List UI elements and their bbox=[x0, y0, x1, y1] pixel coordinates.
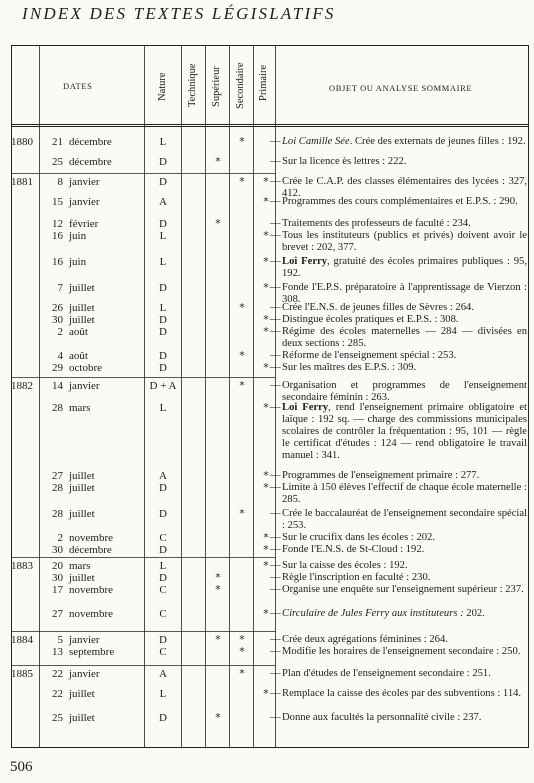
row-description bbox=[270, 196, 527, 208]
row-day: 2 bbox=[57, 326, 63, 338]
level-marker: * bbox=[263, 543, 269, 556]
row-description bbox=[270, 544, 527, 556]
row-day: 5 bbox=[57, 634, 63, 646]
row-day: 28 bbox=[52, 482, 63, 494]
row-month: janvier bbox=[69, 196, 100, 208]
level-marker: * bbox=[263, 195, 269, 208]
description-text: Programmes de l'enseignement primaire : 277. bbox=[282, 470, 480, 481]
level-marker: * bbox=[239, 301, 245, 314]
level-marker: * bbox=[263, 401, 269, 414]
level-marker: * bbox=[239, 349, 245, 362]
description-text: Organise une enquête sur l'enseignement supérieur : 237. bbox=[282, 584, 524, 595]
description-text: Traitements des professeurs de faculté : 234. bbox=[282, 218, 471, 229]
entry-dash: — bbox=[270, 482, 281, 493]
description-text: 202. bbox=[463, 608, 485, 619]
row-month: juillet bbox=[69, 572, 95, 584]
description-text: Remplace la caisse des écoles par des subventions : 114. bbox=[282, 688, 522, 699]
row-description bbox=[270, 532, 527, 544]
row-day: 16 bbox=[52, 256, 63, 268]
row-nature: C bbox=[159, 646, 167, 658]
row-description bbox=[270, 136, 527, 148]
row-month: octobre bbox=[69, 362, 102, 374]
level-marker: * bbox=[263, 531, 269, 544]
row-day: 27 bbox=[52, 608, 63, 620]
row-nature: C bbox=[159, 608, 167, 620]
row-month: janvier bbox=[69, 176, 100, 188]
description-text: Crée deux agrégations féminines : 264. bbox=[282, 634, 448, 645]
level-marker: * bbox=[215, 711, 221, 724]
entry-dash: — bbox=[270, 402, 281, 413]
row-month: mars bbox=[69, 560, 91, 572]
description-text: Loi Ferry bbox=[282, 402, 329, 413]
row-nature: D bbox=[159, 326, 167, 338]
description-text: Régime des écoles maternelles — 284 — divisées en deux sections : 285. bbox=[282, 326, 527, 349]
level-marker: * bbox=[215, 583, 221, 596]
row-nature: L bbox=[159, 688, 167, 700]
row-month: juillet bbox=[69, 282, 95, 294]
level-marker: * bbox=[239, 633, 245, 646]
row-month: décembre bbox=[69, 544, 112, 556]
entry-dash: — bbox=[270, 712, 281, 723]
level-marker: * bbox=[263, 481, 269, 494]
row-description bbox=[270, 156, 527, 168]
row-nature: D bbox=[159, 544, 167, 556]
row-description bbox=[270, 402, 527, 462]
description-text: Sur la caisse des écoles : 192. bbox=[282, 560, 408, 571]
level-marker: * bbox=[263, 281, 269, 294]
row-description bbox=[270, 314, 527, 326]
entry-dash: — bbox=[270, 230, 281, 241]
row-month: juillet bbox=[69, 508, 95, 520]
level-marker: * bbox=[263, 175, 269, 188]
row-month: juillet bbox=[69, 712, 95, 724]
row-month: juillet bbox=[69, 314, 95, 326]
description-text: Réforme de l'enseignement spécial : 253. bbox=[282, 350, 457, 361]
entry-dash: — bbox=[270, 646, 281, 657]
level-marker: * bbox=[263, 313, 269, 326]
row-day: 27 bbox=[52, 470, 63, 482]
row-description bbox=[270, 362, 527, 374]
row-day: 2 bbox=[57, 532, 63, 544]
row-day: 25 bbox=[52, 712, 63, 724]
description-text: Loi Ferry bbox=[282, 256, 328, 267]
row-nature: L bbox=[159, 402, 167, 414]
year-label: 1885 bbox=[11, 668, 33, 680]
row-description bbox=[270, 350, 527, 362]
row-month: janvier bbox=[69, 668, 100, 680]
row-nature: D bbox=[159, 572, 167, 584]
year-label: 1882 bbox=[11, 380, 33, 392]
level-marker: * bbox=[215, 633, 221, 646]
level-marker: * bbox=[239, 175, 245, 188]
row-nature: C bbox=[159, 584, 167, 596]
row-description bbox=[270, 230, 527, 254]
entry-dash: — bbox=[270, 572, 281, 583]
row-day: 21 bbox=[52, 136, 63, 148]
row-nature: C bbox=[159, 532, 167, 544]
row-nature: D bbox=[159, 176, 167, 188]
row-day: 30 bbox=[52, 544, 63, 556]
row-month: décembre bbox=[69, 136, 112, 148]
level-marker: * bbox=[263, 361, 269, 374]
row-nature: A bbox=[159, 470, 167, 482]
entry-dash: — bbox=[270, 380, 281, 391]
entry-dash: — bbox=[270, 688, 281, 699]
header-primaire: Primaire bbox=[258, 64, 269, 101]
row-description bbox=[270, 608, 527, 620]
level-marker: * bbox=[215, 571, 221, 584]
entry-dash: — bbox=[270, 256, 281, 267]
description-text: , gratuité des écoles primaires publiques : 95, 192. bbox=[282, 256, 527, 279]
description-text: Circulaire de Jules Ferry aux instituteurs : bbox=[282, 608, 464, 619]
row-nature: A bbox=[159, 196, 167, 208]
entry-dash: — bbox=[270, 532, 281, 543]
row-month: janvier bbox=[69, 380, 100, 392]
description-text: Sur la licence ès lettres : 222. bbox=[282, 156, 407, 167]
year-label: 1880 bbox=[11, 136, 33, 148]
row-description bbox=[270, 634, 527, 646]
row-description bbox=[270, 508, 527, 532]
entry-dash: — bbox=[270, 668, 281, 679]
entry-dash: — bbox=[270, 196, 281, 207]
row-description bbox=[270, 256, 527, 280]
row-nature: L bbox=[159, 136, 167, 148]
row-nature: D bbox=[159, 712, 167, 724]
row-month: septembre bbox=[69, 646, 115, 658]
row-day: 28 bbox=[52, 508, 63, 520]
row-description bbox=[270, 560, 527, 572]
entry-dash: — bbox=[270, 176, 281, 187]
entry-dash: — bbox=[270, 362, 281, 373]
row-month: décembre bbox=[69, 156, 112, 168]
row-nature: D bbox=[159, 314, 167, 326]
row-nature: A bbox=[159, 668, 167, 680]
row-description bbox=[270, 470, 527, 482]
entry-dash: — bbox=[270, 608, 281, 619]
row-nature: D bbox=[159, 634, 167, 646]
row-description bbox=[270, 712, 527, 724]
row-month: juillet bbox=[69, 482, 95, 494]
entry-dash: — bbox=[270, 508, 281, 519]
description-text: . Crée des externats de jeunes filles : 192. bbox=[349, 136, 526, 147]
row-nature: D bbox=[159, 156, 167, 168]
row-description bbox=[270, 482, 527, 506]
row-month: août bbox=[69, 350, 88, 362]
entry-dash: — bbox=[270, 314, 281, 325]
row-description bbox=[270, 584, 527, 596]
row-day: 25 bbox=[52, 156, 63, 168]
entry-dash: — bbox=[270, 560, 281, 571]
level-marker: * bbox=[263, 469, 269, 482]
row-day: 15 bbox=[52, 196, 63, 208]
description-text: Donne aux facultés la personnalité civile : 237. bbox=[282, 712, 482, 723]
description-text: Modifie les horaires de l'enseignement secondaire : 250. bbox=[282, 646, 521, 657]
level-marker: * bbox=[263, 607, 269, 620]
description-text: , rend l'enseignement primaire obligatoire et laïque : 192 sq. — charge des commissions municipales scolaires de contrôler la fréquentation : 95, 101 — règle le certificat d'études : 124 — rend obligatoire le travail manuel : 341. bbox=[282, 402, 527, 461]
entry-dash: — bbox=[270, 584, 281, 595]
row-day: 12 bbox=[52, 218, 63, 230]
row-month: juillet bbox=[69, 302, 95, 314]
row-description bbox=[270, 646, 527, 658]
row-nature: D bbox=[159, 282, 167, 294]
description-text: Loi Camille Sée bbox=[282, 136, 350, 147]
row-description bbox=[270, 380, 527, 404]
description-text: Limite à 150 élèves l'effectif de chaque école maternelle : 285. bbox=[282, 482, 527, 505]
header-superieur: Supérieur bbox=[211, 66, 222, 107]
header-technique: Technique bbox=[187, 63, 198, 107]
row-day: 20 bbox=[52, 560, 63, 572]
entry-dash: — bbox=[270, 156, 281, 167]
row-day: 16 bbox=[52, 230, 63, 242]
row-month: novembre bbox=[69, 532, 113, 544]
level-marker: * bbox=[239, 135, 245, 148]
entry-dash: — bbox=[270, 544, 281, 555]
row-description bbox=[270, 302, 527, 314]
description-text: Sur les maîtres des E.P.S. : 309. bbox=[282, 362, 417, 373]
entry-dash: — bbox=[270, 350, 281, 361]
level-marker: * bbox=[239, 645, 245, 658]
level-marker: * bbox=[263, 255, 269, 268]
level-marker: * bbox=[215, 155, 221, 168]
row-month: novembre bbox=[69, 608, 113, 620]
level-marker: * bbox=[263, 559, 269, 572]
description-text: Distingue écoles pratiques et E.P.S. : 308. bbox=[282, 314, 459, 325]
header-objet: OBJET OU ANALYSE SOMMAIRE bbox=[329, 83, 473, 93]
level-marker: * bbox=[263, 229, 269, 242]
row-nature: L bbox=[159, 230, 167, 242]
description-text: Tous les instituteurs (publics et privés) doivent avoir le brevet : 202, 377. bbox=[282, 230, 527, 253]
row-month: janvier bbox=[69, 634, 100, 646]
row-month: mars bbox=[69, 402, 91, 414]
year-label: 1883 bbox=[11, 560, 33, 572]
page-title: INDEX DES TEXTES LÉGISLATIFS bbox=[22, 4, 336, 23]
entry-dash: — bbox=[270, 218, 281, 229]
entry-dash: — bbox=[270, 326, 281, 337]
header-nature: Nature bbox=[157, 72, 168, 101]
description-text: Fonde l'E.N.S. de St-Cloud : 192. bbox=[282, 544, 425, 555]
entry-dash: — bbox=[270, 470, 281, 481]
header-dates: DATES bbox=[63, 81, 93, 91]
row-description bbox=[270, 326, 527, 350]
row-nature: D bbox=[159, 350, 167, 362]
row-day: 13 bbox=[52, 646, 63, 658]
row-month: juillet bbox=[69, 470, 95, 482]
row-day: 14 bbox=[52, 380, 63, 392]
row-nature: D bbox=[159, 508, 167, 520]
row-day: 7 bbox=[57, 282, 63, 294]
description-text: Fonde l'E.P.S. préparatoire à l'apprentissage de Vierzon : 308. bbox=[282, 282, 527, 305]
row-day: 26 bbox=[52, 302, 63, 314]
row-nature: D bbox=[159, 362, 167, 374]
description-text: Plan d'études de l'enseignement secondaire : 251. bbox=[282, 668, 491, 679]
description-text: Règle l'inscription en faculté : 230. bbox=[282, 572, 431, 583]
entry-dash: — bbox=[270, 136, 281, 147]
level-marker: * bbox=[263, 325, 269, 338]
row-day: 28 bbox=[52, 402, 63, 414]
row-day: 29 bbox=[52, 362, 63, 374]
row-month: juin bbox=[69, 230, 87, 242]
row-day: 8 bbox=[57, 176, 63, 188]
row-month: novembre bbox=[69, 584, 113, 596]
row-day: 22 bbox=[52, 668, 63, 680]
level-marker: * bbox=[239, 507, 245, 520]
row-nature: L bbox=[159, 302, 167, 314]
year-label: 1881 bbox=[11, 176, 33, 188]
description-text: Crée l'E.N.S. de jeunes filles de Sèvres : 264. bbox=[282, 302, 474, 313]
row-nature: D bbox=[159, 482, 167, 494]
description-text: Sur le crucifix dans les écoles : 202. bbox=[282, 532, 435, 543]
row-day: 22 bbox=[52, 688, 63, 700]
row-day: 17 bbox=[52, 584, 63, 596]
row-description bbox=[270, 218, 527, 230]
row-description bbox=[270, 668, 527, 680]
description-text: Crée le baccalauréat de l'enseignement secondaire spécial : 253. bbox=[282, 508, 527, 531]
description-text: Organisation et programmes de l'enseignement secondaire féminin : 263. bbox=[282, 380, 527, 403]
row-day: 30 bbox=[52, 314, 63, 326]
entry-dash: — bbox=[270, 282, 281, 293]
row-day: 30 bbox=[52, 572, 63, 584]
row-nature: L bbox=[159, 256, 167, 268]
row-month: août bbox=[69, 326, 88, 338]
description-text: Crée le C.A.P. des classes élémentaires des lycées : 327, 412. bbox=[282, 176, 527, 199]
row-month: février bbox=[69, 218, 99, 230]
entry-dash: — bbox=[270, 302, 281, 313]
row-description bbox=[270, 688, 527, 700]
level-marker: * bbox=[263, 687, 269, 700]
row-nature: D bbox=[159, 218, 167, 230]
header-secondaire: Secondaire bbox=[235, 62, 246, 109]
level-marker: * bbox=[215, 217, 221, 230]
row-nature: D + A bbox=[149, 380, 177, 392]
level-marker: * bbox=[239, 667, 245, 680]
row-day: 4 bbox=[57, 350, 63, 362]
row-nature: L bbox=[159, 560, 167, 572]
year-label: 1884 bbox=[11, 634, 33, 646]
page-number: 506 bbox=[10, 759, 33, 775]
entry-dash: — bbox=[270, 634, 281, 645]
level-marker: * bbox=[239, 379, 245, 392]
row-month: juin bbox=[69, 256, 87, 268]
description-text: Programmes des cours complémentaires et E.P.S. : 290. bbox=[282, 196, 518, 207]
row-description bbox=[270, 572, 527, 584]
row-month: juillet bbox=[69, 688, 95, 700]
index-table bbox=[11, 45, 529, 748]
